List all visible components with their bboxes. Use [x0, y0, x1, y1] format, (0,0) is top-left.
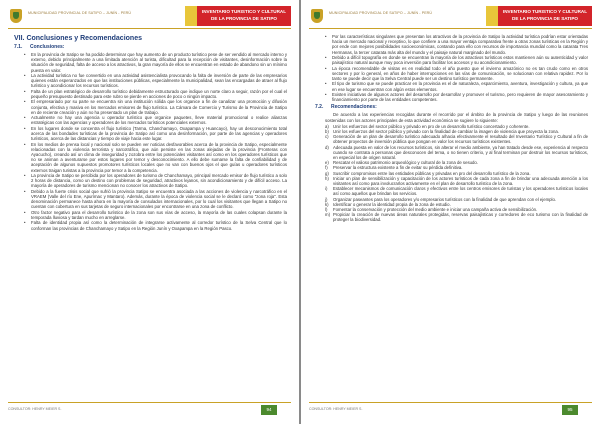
item-text: Adecuada puesta en valor de los recursos turísticos, sin alterar el medio ambiente, ya han tratado desde ese, experiencia al respecto cuando se contrata a personas que desconocen del tema, o no tienen criterio, y al final terminan por destruir los recursos turísticos, en especial los de origen natural. — [333, 144, 588, 161]
item-letter: h) — [325, 175, 329, 181]
bullet-item: • El empresariado por su parte se encuentra sin una institución sólida que los organice a fin de canalizar una promoción y difusión conjunta, efectiva y masiva en los mercados emisores de flujo turístico. La Cámara de Comercio y Turismo de la Provincia de Satipo en de reciente creación y aún no ha presentado un plan de trabajo. — [24, 99, 287, 115]
recommendations-list — [325, 124, 588, 223]
footer-divider — [309, 402, 592, 403]
page-content-right — [315, 34, 588, 394]
item-letter: d) — [325, 144, 329, 150]
page-right — [301, 0, 600, 424]
page-footer — [8, 402, 291, 416]
item-text: Unir los esfuerzos del sector público y privado en pro de un desarrollo turístico concertado y coherente. — [333, 123, 530, 129]
item-letter: b) — [325, 129, 329, 134]
page-footer — [309, 402, 592, 416]
item-letter: i) — [325, 186, 328, 192]
bullet-item: • Existen iniciativas de algunos actores del desarrollo por desarrollar y promover el turismo, pero requieren de mayor asesoramiento y financiamiento por parte de las entidades competentes. — [325, 92, 588, 102]
footer-divider — [8, 402, 291, 403]
item-letter: l) — [325, 207, 328, 213]
item-text: Unir los esfuerzos del sector público y privado con la finalidad de cambiar la imagen de violencia que proyecta la zona. — [333, 129, 559, 134]
municipality-name: MUNICIPALIDAD PROVINCIAL DE SATIPO – JUNÍN - PERÚ — [28, 11, 132, 15]
recommendation-item — [325, 134, 588, 144]
bullet-item: • Por las características singulares que presentan los atractivos de la provincia de Satipo la actividad turística podrían estar orientadas hacia un mercado nacional y receptivo, lo que confiere a una mayor ventaja comparativa frente a otras zonas turísticas en la Región y por ende con mejores posibilidades socioeconómicas, contando para ello con recursos de importancia mundial como la catarata Tres Hermanas, la tercer catarata más alta del mundo y el paisaje natural marginado del mundo. — [325, 34, 588, 55]
item-letter: f) — [325, 165, 328, 171]
municipality-name: MUNICIPALIDAD PROVINCIAL DE SATIPO – JUNÍN - PERÚ — [329, 11, 433, 15]
banner-line-1: INVENTARIO TURISTICO Y CULTURAL — [502, 9, 588, 14]
item-text: Iniciar un plan de sensibilización y capacitación de los actores turísticos de cada zona a fin de brindar una adecuada atención a los visitantes así como para involucrarlos activamente en el plan de desarrollo turístico de la zona. — [333, 175, 588, 187]
bullet-item: • La actividad turística no fue convertido en una actividad asistencialista provocando la falta de inversión de parte de las empresarios quienes están esperanzados en que las instituciones públicas, especialmente la municipalidad, sean las encargadas de atraer al flujo turístico y acondicionar los recursos turísticos. — [24, 73, 287, 89]
subsection-title: Conclusiones: — [30, 44, 65, 50]
bullet-item: • Debido a difícil topografía en donde se encuentran la mayoría de los atractivos turísticos estos mantienen aún su autenticidad y valor paisajístico natural aunque muy poca inversión para facilitar los accesos y su acondicionamiento. — [325, 55, 588, 65]
footer-consultant: CONSULTOR: HENRY MEIER S. — [309, 407, 363, 411]
header-banner — [197, 6, 291, 26]
header-divider — [8, 28, 291, 29]
banner-line-2: DE LA PROVINCIA DE SATIPO — [211, 15, 277, 21]
bullet-item: • La provincia de Satipo se percibida por los operadores de turismo de Chanchamayo, principal mercado emisor de flujo turístico a solo 2 horas de distancia, como un destino con problemas de seguridad, atractivos lejanos, sin acondicionamiento y de difícil acceso. La mayoría de operadores de turismo mencionan no conocer los atractivos de Satipo. — [24, 173, 287, 189]
bullet-item: • Falta de un plan estratégico de desarrollo turístico debidamente estructurado que indique un norte claro a seguir, razón por el cual el pequeño presupuesto destinado para este rubro se pierde en acciones de poco o ningún impacto. — [24, 89, 287, 99]
subsection-number: 7.2. — [315, 104, 324, 111]
subsection-number: 7.1. — [14, 44, 23, 50]
bullet-item: • En los medios de prensa local y nacional solo se pueden ver noticias desfavorables acerca de la provincia de Satipo, especialmente relacionadas con la violencia terrorista y narcotráfico, que aún persiste en las zonas alejadas de la provincia (Fronteras con Ayacucho), creando así un clima de inseguridad y zozobra entre los potenciales visitantes así como en los operadores turísticos que no se animan a aventurarse por estos lugares por temor y desconocimiento. A ello debe sumarse la falta de confiabilidad y de aceptación de algunos supuestos promotores turísticos locales que no van con buenos ojos el que guías u operadores turísticos externos traigan turistas a la provincia por temor a la competencia. — [24, 142, 287, 173]
page-left — [0, 0, 299, 424]
recommendations-intro: De acuerdo a las experiencias recogidas durante el recorrido por el ámbito de la provincia de Satipo y luego de las reuniones sostenidas con los actores principales de esta actividad económica se sugiere lo siguiente: — [325, 112, 588, 123]
item-text: Organizar paseantes para los operadores y/o empresarios turísticos con la finalidad de que aprendan con el ejemplo. — [333, 196, 557, 202]
item-text: Rescatar el valioso patrimonio arqueológico y cultural de la zona de sesudo. — [333, 160, 478, 166]
item-text: Identificar o generar la identidad propia de la zona de estudio. — [333, 201, 451, 207]
item-text: Suscribir compromisos entre las entidades públicas y privadas en pro del desarrollo turístico de la zona. — [333, 170, 531, 176]
bullet-item: • Falta de identidad propia así como la determinación de integrarse activamente al corredor turístico de la Selva Central que lo conforman las provincias de Chanchamayo y Satipo en la Región Junín y Oxapampa en la Región Pasco. — [24, 220, 287, 230]
bullet-item: • En los lugares donde se concentra el flujo turístico (Tarma, Chanchamayo, Oxapampa y Huancayo), hay un desconocimiento total acerca de las bondades turísticas de la provincia de Satipo así como una desinformación, por parte de las agencias y operadores turísticos, acerca de las distancias y tiempo de viaje hacia este lugar. — [24, 126, 287, 142]
item-letter: j) — [325, 196, 328, 202]
recommendation-item — [325, 212, 588, 222]
page-number: 95 — [562, 405, 578, 415]
item-letter: g) — [325, 170, 329, 176]
item-text: Preservar la estructura existente a fin de evitar su pérdida definitiva. — [333, 165, 463, 171]
item-letter: k) — [325, 201, 329, 207]
item-letter: a) — [325, 123, 329, 129]
recommendation-item — [325, 176, 588, 186]
bullet-item: • Actualmente no hay una agencia u operador turístico que organice paquetes, lleve material promocional o realice alianzas estratégicas con las agencias y operadores de los mercados turísticos potenciales externos. — [24, 115, 287, 125]
banner-line-1: INVENTARIO TURISTICO Y CULTURAL — [201, 9, 287, 14]
page-number: 94 — [261, 405, 277, 415]
page-content-left — [14, 34, 287, 394]
bullet-item: • En la provincia de Satipo se ha podido determinar que hay aumento de un producto turístico pese de ser vendido al mercado interno y externo, debido principalmente a una limitada atención al turista, dificultad para la recepción de visitantes, desinformación sobre la situación de seguridad, falta de acceso a los atractivos, la gran mayoría de ellos se encuentran en estado de abandono sin un mínimo puesta en valor. — [24, 52, 287, 73]
subsection-heading — [14, 44, 287, 51]
item-letter: m) — [325, 212, 331, 218]
conclusions-list — [24, 52, 287, 231]
item-letter: c) — [325, 134, 329, 140]
item-letter: e) — [325, 160, 329, 166]
conclusions-list-continued — [325, 34, 588, 102]
municipality-logo-icon — [8, 8, 24, 26]
item-text: Fomentar la conservación y protección del medio ambiente e iniciar una campaña activa de sensibilización. — [333, 207, 538, 213]
footer-consultant: CONSULTOR: HENRY MEIER S. — [8, 407, 62, 411]
subsection-title: Recomendaciones: — [331, 104, 377, 111]
bullet-item: • La época recomendable de visitas es en realidad todo el año puesto que el invierno amazónico no es tan crudo como en otros sectores y por lo general, en años de haber interrupciones en las vías de comunicación, se solucionan con relativa rapidez. Por lo tanto se puede decir que la Selva Central puede ser un destino turístico permanente. — [325, 66, 588, 82]
section-title: VII. Conclusiones y Recomendaciones — [14, 35, 142, 42]
municipality-logo-icon — [309, 8, 325, 26]
item-text: Propiciar la creación de nuevas áreas naturales protegidas, reservas paisajísticas y corredores de eco turismo con la finalidad de proteger la biodiversidad. — [333, 212, 588, 223]
bullet-item: • Debido a la fuerte crisis social que sufrió la provincia Satipo se encuentra asociada a las acciones de violencia y narcotráfico en el VRAEM (Valle del río Ene, Apurímac y Mantaro). Además, durante la época de violencia social se le declaró como "zona roja". Esta denominación permanece hasta ahora en la mayoría de consulados internacionales, por lo cual los visitantes que llegan a Satipo no cuentan con cobertura en sus tarjetas de seguro internacionales por encontrarse en una zona de conflicto. — [24, 189, 287, 210]
item-text: Generación de un plan de desarrollo turístico adecuado a/hacia efectivamente el resultado del Inventario Turístico y Cultural a fin de obtener proyectos de inversión pública que pongan en valor los recursos turísticos existentes. — [333, 134, 588, 145]
bullet-item: • El tipo de turismo que se puede practicar en la provincia es el de naturaleza, esparcimiento, aventura, investigación y cultura, ya que en ese lugar se encuentran con algún estos elementos. — [325, 81, 588, 91]
subsection-heading — [315, 104, 588, 111]
header-divider — [309, 28, 592, 29]
recommendation-item — [325, 186, 588, 196]
banner-line-2: DE LA PROVINCIA DE SATIPO — [512, 15, 578, 21]
item-text: Establecer mecanismos de comunicación claros y efectivos entre los centros emisores de turistas y los operadores turísticos locales así como aquellos que brindan los servicios. — [333, 186, 588, 197]
bullet-item: • Otro factor negativo para el desarrollo turístico de la zona son sus vías de acceso, la mayoría de las cuales colapsan durante la temporada lluviosa y tardan mucho en arreglarse. — [24, 210, 287, 220]
header-banner — [498, 6, 592, 26]
recommendation-item — [325, 145, 588, 161]
